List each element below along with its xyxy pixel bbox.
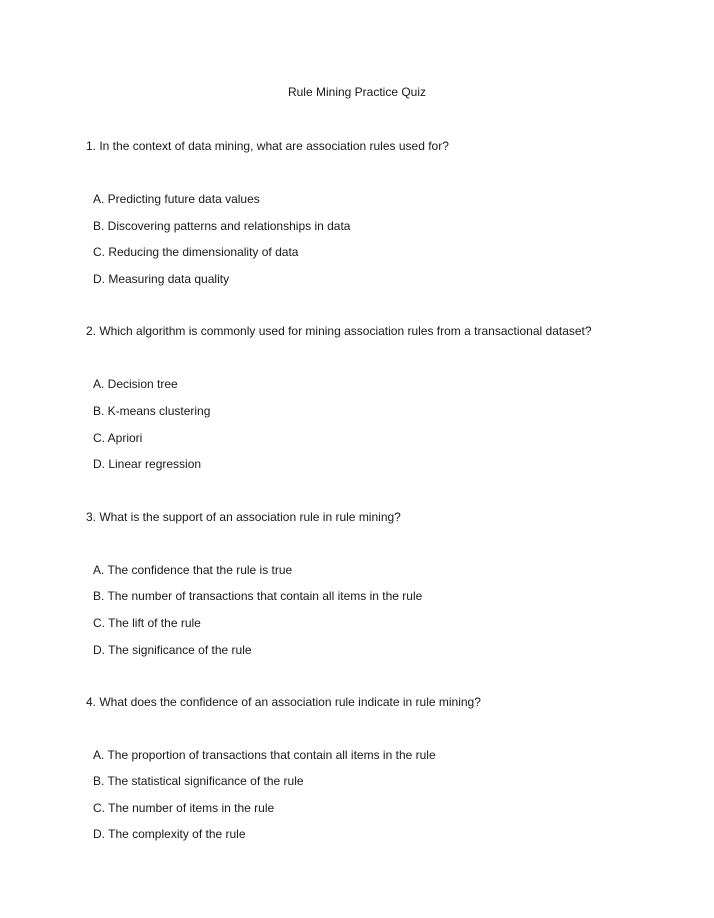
question-2-option-b: B. K-means clustering bbox=[93, 404, 211, 418]
question-2-option-d: D. Linear regression bbox=[93, 457, 202, 471]
question-2-option-c: C. Apriori bbox=[93, 431, 143, 445]
question-1: 1. In the context of data mining, what are association rules used for? bbox=[86, 139, 449, 153]
page-title: Rule Mining Practice Quiz bbox=[287, 85, 427, 99]
question-3-option-a: A. The confidence that the rule is true bbox=[93, 563, 293, 577]
question-3-option-c: C. The lift of the rule bbox=[93, 616, 201, 630]
question-3: 3. What is the support of an association rule in rule mining? bbox=[86, 510, 401, 524]
question-4-option-d: D. The complexity of the rule bbox=[93, 827, 246, 841]
question-4: 4. What does the confidence of an association rule indicate in rule mining? bbox=[86, 695, 481, 709]
question-1-option-a: A. Predicting future data values bbox=[93, 192, 260, 206]
question-1-option-c: C. Reducing the dimensionality of data bbox=[93, 245, 299, 259]
question-3-option-b: B. The number of transactions that contain all items in the rule bbox=[93, 589, 423, 603]
question-4-option-c: C. The number of items in the rule bbox=[93, 801, 275, 815]
question-1-option-b: B. Discovering patterns and relationships in data bbox=[93, 219, 351, 233]
question-2: 2. Which algorithm is commonly used for mining association rules from a transactional dataset? bbox=[86, 324, 592, 338]
question-2-option-a: A. Decision tree bbox=[93, 377, 178, 391]
question-3-option-d: D. The significance of the rule bbox=[93, 643, 252, 657]
question-4-option-a: A. The proportion of transactions that contain all items in the rule bbox=[93, 748, 436, 762]
question-4-option-b: B. The statistical significance of the rule bbox=[93, 774, 304, 788]
question-1-option-d: D. Measuring data quality bbox=[93, 272, 230, 286]
